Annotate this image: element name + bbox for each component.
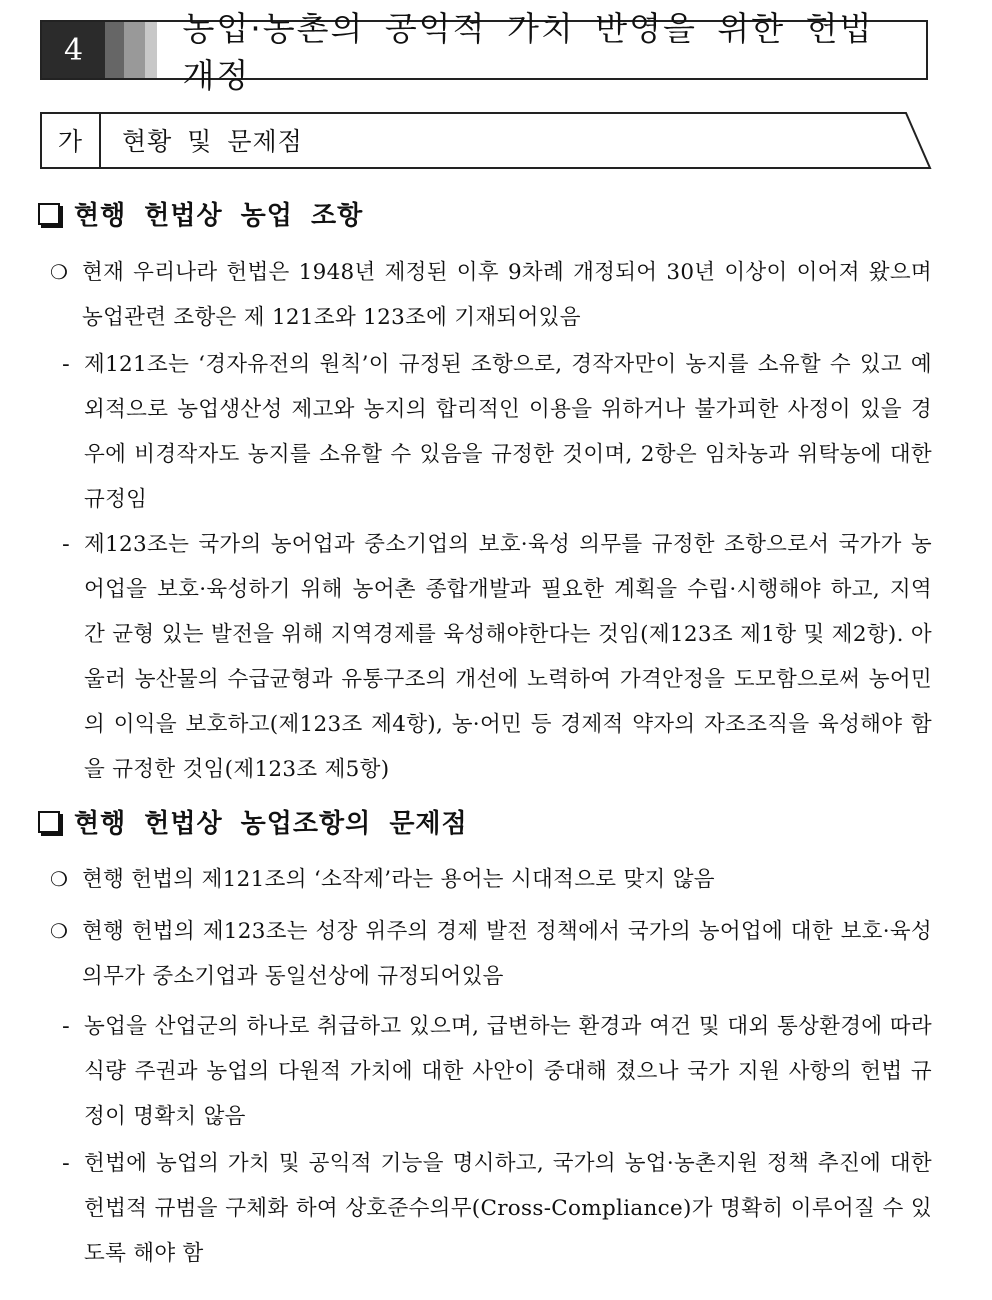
dash-bullet: - bbox=[62, 532, 71, 557]
subheading-text: 현행 헌법상 농업조항의 문제점 bbox=[74, 809, 468, 839]
subheading bbox=[38, 195, 363, 232]
chapter-title: 농업·농촌의 공익적 가치 반영을 위한 헌법 개정 bbox=[182, 9, 874, 95]
section-letter: 가 bbox=[57, 127, 83, 156]
dash-bullet: - bbox=[62, 1151, 71, 1176]
chapter-number: 4 bbox=[42, 22, 105, 78]
list-item-text: 현재 우리나라 헌법은 1948년 제정된 이후 9차례 개정되어 30년 이상이 이어져 왔으며 농업관련 조항은 제 121조와 123조에 기재되어있음 bbox=[82, 260, 932, 330]
list-item-text: 제121조는 ‘경자유전의 원칙’이 규정된 조항으로, 경작자만이 농지를 소유할 수 있고 예외적으로 농업생산성 제고와 농지의 합리적인 이용을 위하거나 불가피한 사정이 있을 경우에 비경작자도 농지를 소유할 수 있음을 규정한 것이며, 2항은 임차농과 위탁농에 대한 규정임 bbox=[84, 352, 932, 512]
section-header bbox=[40, 112, 932, 170]
list-item bbox=[60, 342, 932, 522]
chapter-gradient-bar bbox=[124, 22, 145, 78]
list-item-text: 현행 헌법의 제121조의 ‘소작제’라는 용어는 시대적으로 맞지 않음 bbox=[82, 867, 715, 892]
list-item bbox=[50, 250, 932, 340]
list-item bbox=[60, 1004, 932, 1139]
chapter-gradient-bar bbox=[105, 22, 124, 78]
list-item-text: 제123조는 국가의 농어업과 중소기업의 보호·육성 의무를 규정한 조항으로서 국가가 농어업을 보호·육성하기 위해 농어촌 종합개발과 필요한 계획을 수립·시행해야 하고, 지역 간 균형 있는 발전을 위해 지역경제를 육성해야한다는 것임(제123조 제1항 및 제2항). 아울러 농산물의 수급균형과 유통구조의 개선에 노력하여 가격안정을 도모함으로써 농어민의 이익을 보호하고(제123조 제4항), 농·어민 등 경제적 약자의 자조조직을 육성해야 함을 규정한 것임(제123조 제5항) bbox=[84, 532, 932, 782]
list-item-text: 현행 헌법의 제123조는 성장 위주의 경제 발전 정책에서 국가의 농어업에 대한 보호·육성 의무가 중소기업과 동일선상에 규정되어있음 bbox=[82, 919, 932, 989]
list-item-text: 농업을 산업군의 하나로 취급하고 있으며, 급변하는 환경과 여건 및 대외 통상환경에 따라 식량 주권과 농업의 다원적 가치에 대한 사안이 중대해 졌으나 국가 지원 사항의 헌법 규정이 명확치 않음 bbox=[84, 1014, 932, 1129]
circle-bullet-icon: ❍ bbox=[50, 867, 69, 891]
list-item bbox=[50, 909, 932, 999]
list-item-text: 헌법에 농업의 가치 및 공익적 기능을 명시하고, 국가의 농업·농촌지원 정책 추진에 대한 헌법적 규범을 구체화 하여 상호준수의무(Cross-Compliance)가 명확히 이루어질 수 있도록 해야 함 bbox=[84, 1151, 932, 1266]
circle-bullet-icon: ❍ bbox=[50, 919, 69, 943]
checkbox-square-icon bbox=[38, 811, 60, 833]
list-item bbox=[50, 857, 932, 902]
subheading-text: 현행 헌법상 농업 조항 bbox=[74, 201, 364, 231]
chapter-gradient-bar bbox=[145, 22, 156, 78]
subheading bbox=[38, 803, 468, 840]
chapter-header bbox=[40, 9, 928, 95]
list-item bbox=[60, 1141, 932, 1276]
dash-bullet: - bbox=[62, 352, 71, 377]
dash-bullet: - bbox=[62, 1014, 71, 1039]
list-item bbox=[60, 522, 932, 792]
section-title: 현황 및 문제점 bbox=[122, 127, 303, 156]
checkbox-square-icon bbox=[38, 203, 60, 225]
circle-bullet-icon: ❍ bbox=[50, 260, 69, 284]
